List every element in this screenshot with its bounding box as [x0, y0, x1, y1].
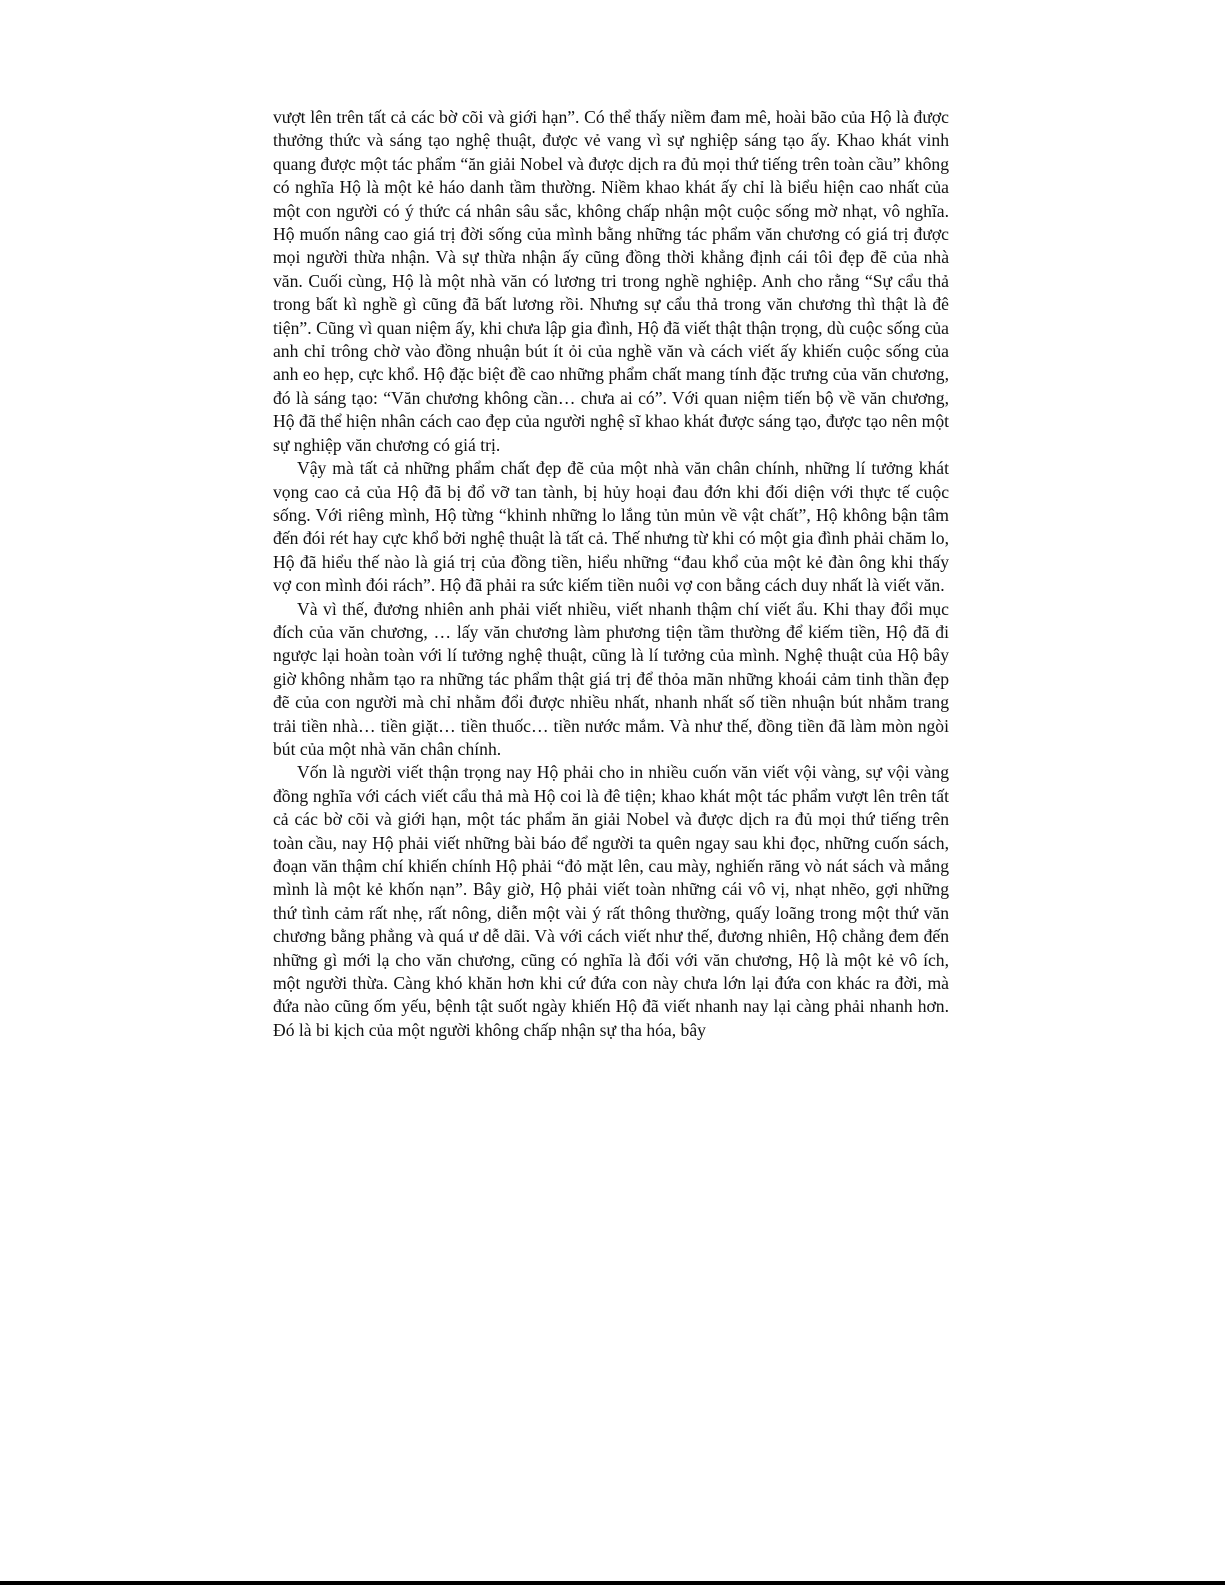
- paragraph-3: Và vì thế, đương nhiên anh phải viết nhiều, viết nhanh thậm chí viết ẩu. Khi thay đổi mục đích của văn chương, … lấy văn chương làm phương tiện tầm thường để kiếm tiền, Hộ đã đi ngược lại hoàn toàn với lí tưởng nghệ thuật, cũng là lí tưởng của mình. Nghệ thuật của Hộ bây giờ không nhằm tạo ra những tác phẩm thật giá trị để thỏa mãn những khoái cảm tinh thần đẹp đẽ của con người mà chỉ nhằm đổi được nhiều nhất, nhanh nhất số tiền nhuận bút nhằm trang trải tiền nhà… tiền giặt… tiền thuốc… tiền nước mắm. Và như thế, đồng tiền đã làm mòn ngòi bút của một nhà văn chân chính.: [273, 598, 949, 759]
- body-text: [273, 106, 949, 1042]
- paragraph-1: vượt lên trên tất cả các bờ cõi và giới hạn”. Có thể thấy niềm đam mê, hoài bão của Hộ là được thưởng thức và sáng tạo nghệ thuật, được vẻ vang vì sự nghiệp sáng tạo ấy. Khao khát vinh quang được một tác phẩm “ăn giải Nobel và được dịch ra đủ mọi thứ tiếng trên toàn cầu” không có nghĩa Hộ là một kẻ háo danh tầm thường. Niềm khao khát ấy chỉ là biểu hiện cao nhất của một con người có ý thức cá nhân sâu sắc, không chấp nhận một cuộc sống mờ nhạt, vô nghĩa. Hộ muốn nâng cao giá trị đời sống của mình bằng những tác phẩm văn chương có giá trị được mọi người thừa nhận. Và sự thừa nhận ấy cũng đồng thời khẳng định cái tôi đẹp đẽ của nhà văn. Cuối cùng, Hộ là một nhà văn có lương tri trong nghề nghiệp. Anh cho rằng “Sự cẩu thả trong bất kì nghề gì cũng đã bất lương rồi. Nhưng sự cẩu thả trong văn chương thì thật là đê tiện”. Cũng vì quan niệm ấy, khi chưa lập gia đình, Hộ đã viết thật thận trọng, dù cuộc sống của anh chỉ trông chờ vào đồng nhuận bút ít ỏi của nghề văn và cách viết ấy khiến cuộc sống của anh eo hẹp, cực khổ. Hộ đặc biệt đề cao những phẩm chất mang tính đặc trưng của văn chương, đó là sáng tạo: “Văn chương không cần… chưa ai có”. Với quan niệm tiến bộ về văn chương, Hộ đã thể hiện nhân cách cao đẹp của người nghệ sĩ khao khát được sáng tạo, được tạo nên một sự nghiệp văn chương có giá trị.: [273, 107, 949, 455]
- paragraph-2: Vậy mà tất cả những phẩm chất đẹp đẽ của một nhà văn chân chính, những lí tưởng khát vọng cao cả của Hộ đã bị đổ vỡ tan tành, bị hủy hoại đau đớn khi đối diện với thực tế cuộc sống. Với riêng mình, Hộ từng “khinh những lo lắng tủn mủn về vật chất”, Hộ không bận tâm đến đói rét hay cực khổ bởi nghệ thuật là tất cả. Thế nhưng từ khi có một gia đình phải chăm lo, Hộ đã hiểu thế nào là giá trị của đồng tiền, hiểu những “đau khổ của một kẻ đàn ông khi thấy vợ con mình đói rách”. Hộ đã phải ra sức kiếm tiền nuôi vợ con bằng cách duy nhất là viết văn.: [273, 458, 949, 596]
- paragraph-4: Vốn là người viết thận trọng nay Hộ phải cho in nhiều cuốn văn viết vội vàng, sự vội vàng đồng nghĩa với cách viết cẩu thả mà Hộ coi là đê tiện; khao khát một tác phẩm vượt lên trên tất cả các bờ cõi và giới hạn, một tác phẩm ăn giải Nobel và được dịch ra đủ mọi thứ tiếng trên toàn cầu, nay Hộ phải viết những bài báo để người ta quên ngay sau khi đọc, những cuốn sách, đoạn văn thậm chí khiến chính Hộ phải “đỏ mặt lên, cau mày, nghiến răng vò nát sách và mắng mình là một kẻ khốn nạn”. Bây giờ, Hộ phải viết toàn những cái vô vị, nhạt nhẽo, gợi những thứ tình cảm rất nhẹ, rất nông, diễn một vài ý rất thông thường, quấy loãng trong một thứ văn chương bằng phẳng và quá ư dễ dãi. Và với cách viết như thế, đương nhiên, Hộ chẳng đem đến những gì mới lạ cho văn chương, cũng có nghĩa là đối với văn chương, Hộ là một kẻ vô ích, một người thừa. Càng khó khăn hơn khi cứ đứa con này chưa lớn lại đứa con khác ra đời, mà đứa nào cũng ốm yếu, bệnh tật suốt ngày khiến Hộ đã viết nhanh nay lại càng phải nhanh hơn. Đó là bi kịch của một người không chấp nhận sự tha hóa, bây: [273, 762, 949, 1040]
- page-bottom-border: [0, 1581, 1225, 1585]
